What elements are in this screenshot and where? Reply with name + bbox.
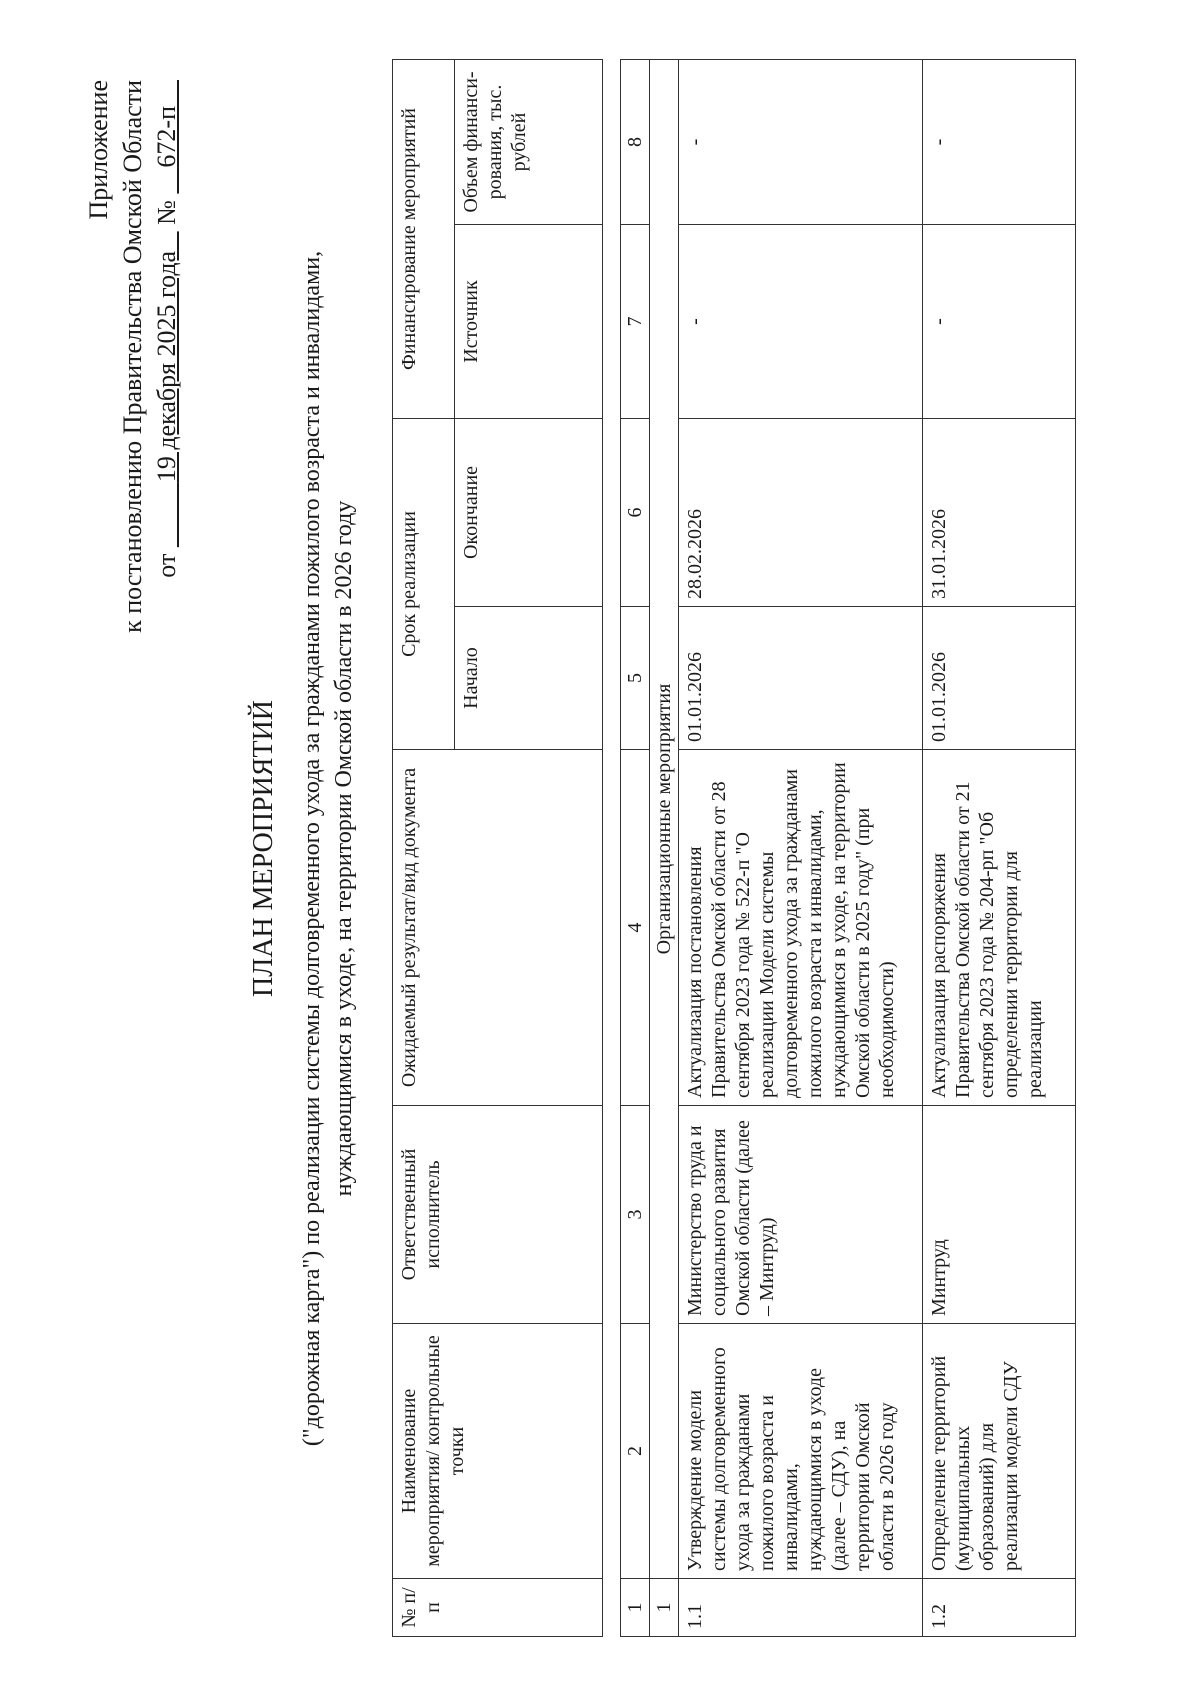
appendix-decree: к постановлению Правительства Омской Области: [118, 80, 147, 633]
row-source: -: [679, 225, 923, 419]
row-name: Утверждение модели системы долговременного ухода за гражданами пожилого возраста и инвалидами, нуждающимися в уходе (далее – СДУ), на территории Омской области в 2026 году: [679, 1324, 923, 1579]
row-start: 01.01.2026: [923, 607, 1076, 750]
row-start: 01.01.2026: [679, 607, 923, 750]
row-num: 1.2: [923, 1579, 1076, 1637]
column-number: 7: [621, 225, 650, 419]
table-row: [679, 60, 923, 1637]
plan-title: ПЛАН МЕРОПРИЯТИЙ: [248, 699, 279, 998]
row-end: 31.01.2026: [923, 419, 1076, 607]
column-number: 5: [621, 607, 650, 750]
row-result: Актуализация постановления Правительства Омской области от 28 сентября 2023 года № 522-п "О реализации Модели системы долговременного ухода за гражданами пожилого возраста и инвалидами, нуждающимися в уходе, на территории Омской области в 2025 году" (при необходимости): [679, 750, 923, 1106]
appendix-block: [82, 80, 184, 640]
header-result: Ожидаемый результат/вид документа: [393, 750, 603, 1106]
plan-subtitle-line1: ("дорожная карта") по реализации системы долговременного ухода за гражданами пожилого возраста и инвалидами,: [299, 250, 325, 1447]
header-name: Наименование мероприятия/ контрольные точки: [393, 1324, 603, 1579]
column-number: 2: [621, 1324, 650, 1579]
table-body: [620, 59, 1076, 1637]
appendix-date-number: [150, 80, 184, 640]
decree-number: 672-п: [152, 106, 181, 168]
column-number: 4: [621, 750, 650, 1106]
row-responsible: Минтруд: [923, 1106, 1076, 1324]
row-end: 28.02.2026: [679, 419, 923, 607]
section-row: [650, 60, 679, 1637]
number-label: №: [152, 200, 181, 225]
column-number: 3: [621, 1106, 650, 1324]
table-header: [392, 59, 603, 1637]
plan-subtitle-line2: нуждающимися в уходе, на территории Омской области в 2026 году: [331, 500, 357, 1197]
column-number: 8: [621, 60, 650, 225]
appendix-label: Приложение: [84, 80, 113, 220]
header-volume: Объем финанси-рования, тыс. рублей: [455, 60, 603, 225]
from-label: от: [152, 553, 181, 578]
plan-subtitle: [296, 60, 360, 1637]
column-number-row: [621, 60, 650, 1637]
header-financing: Финансирование мероприятий: [393, 60, 455, 419]
row-result-text: Актуализация распоряжения Правительства Омской области от 21 сентября 2023 года № 204-рп "Об определении территории для реализации: [928, 781, 1046, 1098]
row-responsible: Министерство труда и социального развития Омской области (далее – Минтруд): [679, 1106, 923, 1324]
row-volume: -: [679, 60, 923, 225]
header-responsible: Ответственный исполнитель: [393, 1106, 603, 1324]
header-end: Окончание: [455, 419, 603, 607]
table-row: [923, 60, 1076, 1637]
row-result: [923, 750, 1076, 1106]
header-source: Источник: [455, 225, 603, 419]
column-number: 1: [621, 1579, 650, 1637]
header-num: № п/п: [393, 1579, 603, 1637]
row-volume: -: [923, 60, 1076, 225]
section-title: Организационные мероприятия: [650, 60, 679, 1579]
row-source: -: [923, 225, 1076, 419]
column-number: 6: [621, 419, 650, 607]
row-num: 1.1: [679, 1579, 923, 1637]
header-term: Срок реализации: [393, 419, 455, 750]
section-num: 1: [650, 1579, 679, 1637]
row-name: Определение территорий (муниципальных образований) для реализации модели СДУ: [923, 1324, 1076, 1579]
decree-date: 19 декабря 2025 года: [152, 250, 181, 483]
header-start: Начало: [455, 607, 603, 750]
